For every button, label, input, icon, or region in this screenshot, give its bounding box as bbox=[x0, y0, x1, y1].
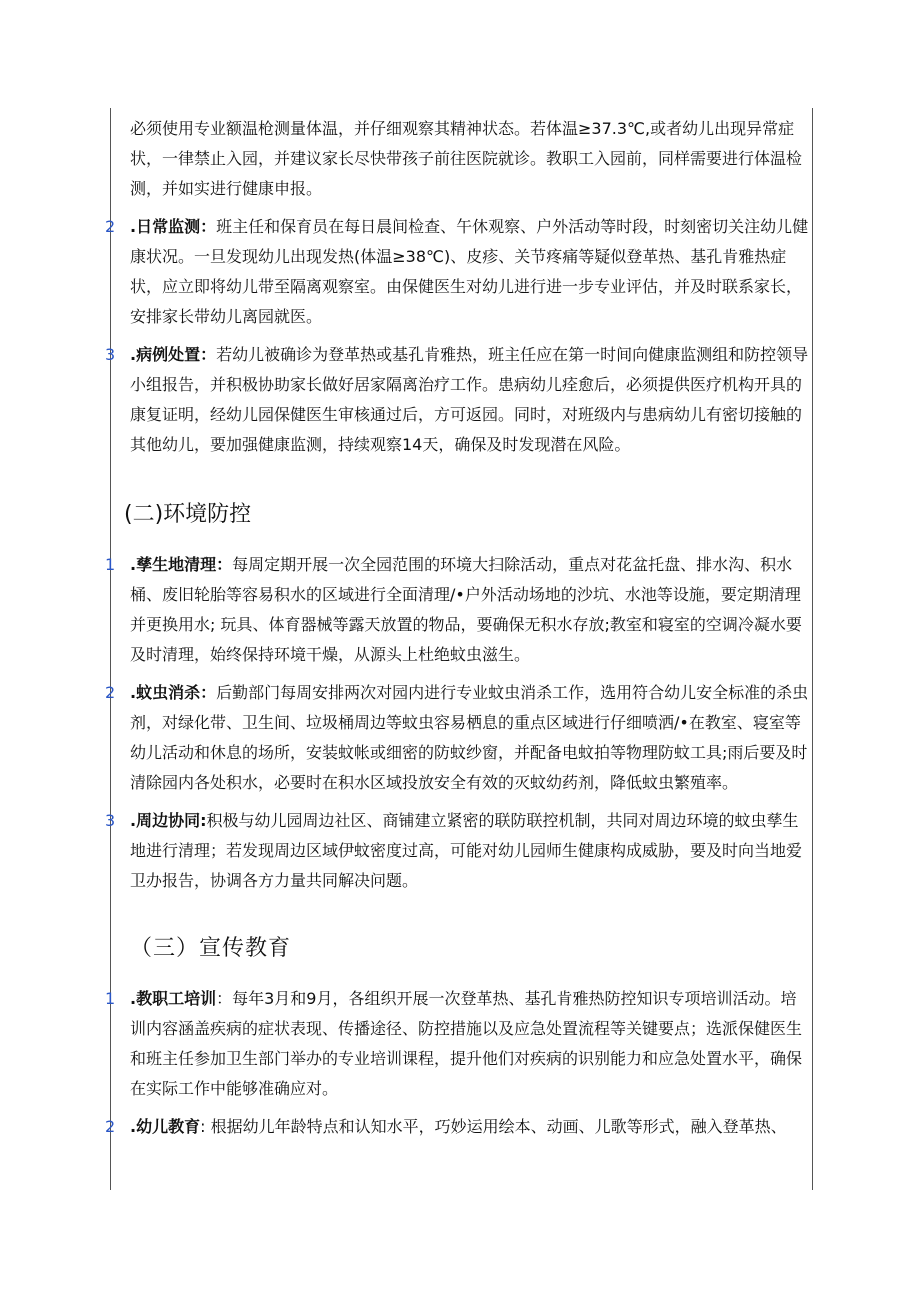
item-title: .周边协同: bbox=[130, 811, 207, 830]
page-border-right bbox=[812, 108, 813, 1190]
item-title: .教职工培训 bbox=[130, 989, 217, 1008]
item-text: 每周定期开展一次全园范围的环境大扫除活动，重点对花盆托盘、排水沟、积水桶、废旧轮胎等容易积水的区域进行全面清理/•户外活动场地的沙坑、水池等设施，要定期清理并更换用水; 玩具、体育器械等露天放置的物品，要确保无积水存放;教室和寝室的空调冷凝水要及时清理，始终保持环境干燥，从源头上杜绝蚊虫滋生。 bbox=[130, 555, 802, 664]
section-heading-environment: (二)环境防控 bbox=[124, 502, 252, 527]
item-text: 若幼儿被确诊为登革热或基孔肯雅热，班主任应在第一时间向健康监测组和防控领导小组报告，并积极协助家长做好居家隔离治疗工作。患病幼儿痊愈后，必须提供医疗机构开具的康复证明，经幼儿园保健医生审核通过后，方可返园。同时，对班级内与患病幼儿有密切接触的其他幼儿，要加强健康监测，持续观察14天，确保及时发现潜在风险。 bbox=[130, 345, 809, 454]
list-number: 2 bbox=[105, 1117, 116, 1136]
list-item-case-handling bbox=[105, 340, 812, 460]
item-text: 班主任和保育员在每日晨间检查、午休观察、户外活动等时段，时刻密切关注幼儿健康状况。一旦发现幼儿出现发热(体温≥38℃)、皮疹、关节疼痛等疑似登革热、基孔肯雅热症状，应立即将幼儿带至隔离观察室。由保健医生对幼儿进行进一步专业评估，并及时联系家长，安排家长带幼儿离园就医。 bbox=[130, 217, 809, 326]
list-number: 2 bbox=[105, 683, 116, 702]
list-item-staff-training bbox=[105, 984, 812, 1104]
list-number: 1 bbox=[105, 555, 116, 574]
item-text: : 根据幼儿年龄特点和认知水平，巧妙运用绘本、动画、儿歌等形式，融入登革热、 bbox=[200, 1117, 787, 1136]
item-text: 后勤部门每周安排两次对园内进行专业蚊虫消杀工作，选用符合幼儿安全标准的杀虫剂，对绿化带、卫生间、垃圾桶周边等蚊虫容易栖息的重点区域进行仔细喷洒/•在教室、寝室等幼儿活动和休息的场所，安装蚊帐或细密的防蚊纱窗，并配备电蚊拍等物理防蚊工具;雨后要及时清除园内各处积水，必要时在积水区域投放安全有效的灭蚊幼药剂，降低蚊虫繁殖率。 bbox=[130, 683, 809, 792]
item-title: .孳生地清理： bbox=[130, 555, 233, 574]
list-number: 3 bbox=[105, 811, 116, 830]
list-item-surrounding-coordination bbox=[105, 806, 812, 896]
section-heading-education: （三）宣传教育 bbox=[130, 936, 292, 961]
list-number: 1 bbox=[105, 989, 116, 1008]
item-title: .日常监测： bbox=[130, 217, 217, 236]
list-item-child-education bbox=[105, 1112, 812, 1142]
list-number: 3 bbox=[105, 345, 116, 364]
item-title: .病例处置： bbox=[130, 345, 217, 364]
list-item-breeding-cleanup bbox=[105, 550, 812, 670]
item-title: .蚊虫消杀： bbox=[130, 683, 217, 702]
item-text: ：每年3月和9月，各组织开展一次登革热、基孔肯雅热防控知识专项培训活动。培训内容涵盖疾病的症状表现、传播途径、防控措施以及应急处置流程等关键要点；选派保健医生和班主任参加卫生部门举办的专业培训课程，提升他们对疾病的识别能力和应急处置水平，确保在实际工作中能够准确应对。 bbox=[130, 989, 803, 1098]
item-text: 积极与幼儿园周边社区、商铺建立紧密的联防联控机制，共同对周边环境的蚊虫孳生地进行清理；若发现周边区域伊蚊密度过高，可能对幼儿园师生健康构成威胁，要及时向当地爱卫办报告，协调各方力量共同解决问题。 bbox=[130, 811, 803, 890]
document-body bbox=[105, 114, 812, 1142]
section1-intro-paragraph: 必须使用专业额温枪测量体温，并仔细观察其精神状态。若体温≥37.3℃,或者幼儿出现异常症状，一律禁止入园，并建议家长尽快带孩子前往医院就诊。教职工入园前，同样需要进行体温检测，并如实进行健康申报。 bbox=[130, 119, 803, 198]
list-item-daily-monitoring bbox=[105, 212, 812, 332]
item-title: .幼儿教育 bbox=[130, 1117, 201, 1136]
list-number: 2 bbox=[105, 217, 116, 236]
list-item-mosquito-control bbox=[105, 678, 812, 798]
page-border-left bbox=[110, 108, 111, 1190]
